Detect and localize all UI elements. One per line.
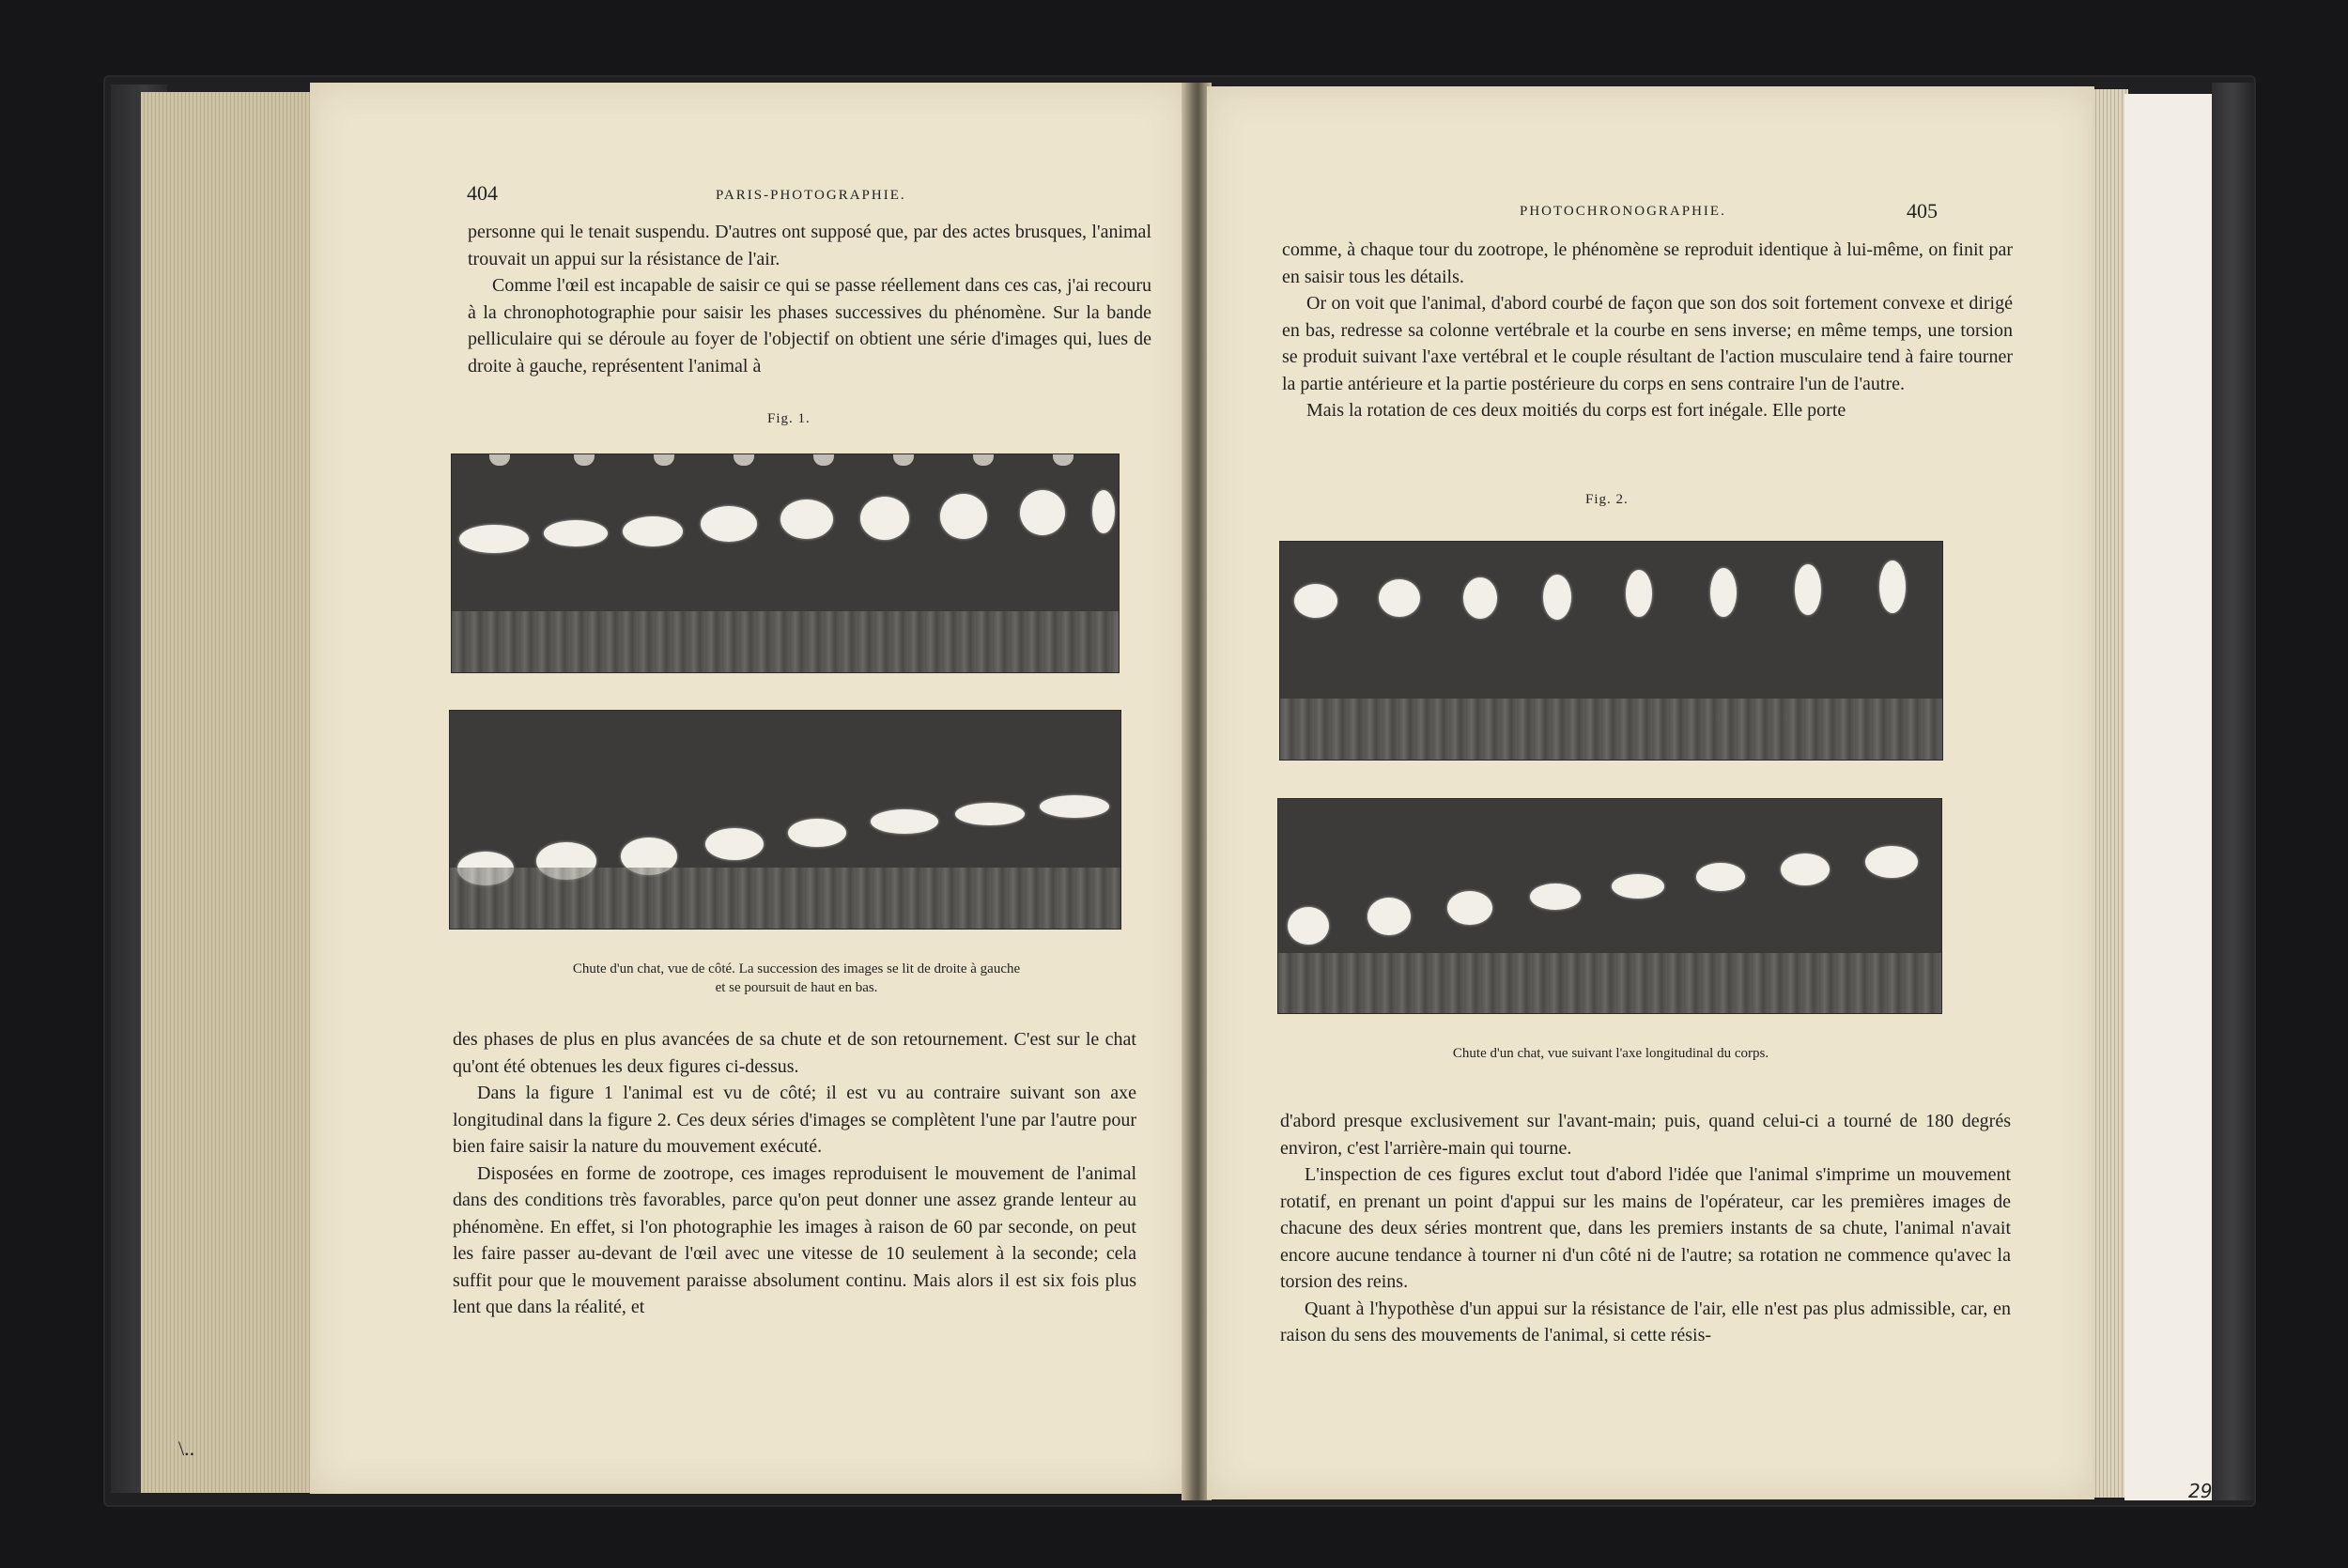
cat-frame — [1781, 853, 1830, 885]
cat-frame — [871, 809, 938, 834]
cat-frame — [940, 494, 987, 539]
hand — [734, 454, 754, 466]
cat-frame — [1040, 795, 1109, 818]
page-stack-edges — [141, 92, 310, 1493]
cat-frame — [1612, 874, 1664, 899]
cat-frame — [457, 852, 514, 885]
cat-frame — [1879, 561, 1906, 613]
photo-falling-cat-side-bottom — [449, 710, 1121, 930]
figure-caption-left — [468, 960, 1125, 997]
right-running-head: PHOTOCHRONOGRAPHIE. — [1520, 204, 1726, 219]
cat-frame — [1543, 575, 1571, 620]
caption-line: et se poursuit de haut en bas. — [715, 980, 878, 995]
cat-frame — [860, 497, 909, 540]
cat-frame — [1530, 884, 1581, 910]
hand — [1053, 454, 1074, 466]
cat-frame — [780, 500, 833, 539]
paragraph: comme, à chaque tour du zootrope, le phénomène se reproduit identique à lui-même, on finit par en saisir tous les détails. — [1282, 239, 2013, 287]
cat-frame — [1447, 891, 1492, 925]
hand — [973, 454, 994, 466]
hand — [893, 454, 914, 466]
paragraph: Comme l'œil est incapable de saisir ce qui se passe réellement dans ces cas, j'ai recouru à la chronophotographie pour saisir les phases successives du phénomène. Sur la bande pelliculaire qui se déroule au foyer de l'objectif on obtient une série d'images qui, lues de droite à gauche, représentent l'animal à — [468, 275, 1151, 377]
hand — [489, 454, 510, 466]
cat-frame — [1367, 898, 1411, 935]
cat-frame — [701, 506, 757, 542]
left-page — [310, 83, 1185, 1494]
cat-frame — [536, 842, 596, 880]
right-page-number: 405 — [1907, 199, 1938, 223]
paper-insert — [2124, 94, 2214, 1500]
hand — [813, 454, 834, 466]
hand — [574, 454, 595, 466]
cat-frame — [1626, 570, 1652, 617]
left-page-number: 404 — [467, 181, 498, 205]
paragraph: Disposées en forme de zootrope, ces images reproduisent le mouvement de l'animal dans des conditions très favorables, parce qu'on peut donner une assez grande lenteur au phénomène. En effet, si l'on photographie les images à raison de 60 par seconde, on peut les faire passer au-devant de l'œil avec une vitesse de 10 seulement à la seconde; cela suffit pour que le mouvement paraisse absolument continu. Mais alors il est six fois plus lent que dans la réalité, et — [453, 1162, 1136, 1317]
paragraph: Dans la figure 1 l'animal est vu de côté; il est vu au contraire suivant son axe longitudinal dans la figure 2. Ces deux séries d'images se complètent l'une par l'autre pour bien faire saisir la nature du mouvement exécuté. — [453, 1083, 1136, 1157]
cat-frame — [705, 828, 764, 860]
photo-falling-cat-axial-bottom — [1277, 798, 1942, 1014]
paragraph: Mais la rotation de ces deux moitiés du corps est fort inégale. Elle porte — [1306, 400, 1846, 421]
paragraph: des phases de plus en plus avancées de sa chute et de son retournement. C'est sur le chat qu'ont été obtenues les deux figures ci-dessus. — [453, 1029, 1136, 1077]
cat-frame — [1092, 490, 1115, 533]
cat-frame — [621, 838, 677, 875]
figure-caption-right: Chute d'un chat, vue suivant l'axe longitudinal du corps. — [1452, 1046, 1769, 1061]
cat-frame — [459, 525, 529, 553]
cat-frame — [1020, 490, 1065, 535]
paragraph: L'inspection de ces figures exclut tout d'abord l'idée que l'animal s'imprime un mouvement rotatif, en prenant un point d'appui sur les mains de l'opérateur, car les premières images de chacune des deux séries montrent que, dans les premiers instants de sa chute, l'animal n'avait encore aucune tendance à tourner ni d'un côté ni de l'autre; sa rotation ne commence qu'avec la torsion des reins. — [1280, 1164, 2011, 1292]
cat-frame — [1795, 564, 1821, 615]
cat-frame — [1463, 577, 1497, 619]
right-text-bottom — [1280, 1108, 2011, 1349]
cat-frame — [544, 520, 608, 546]
figure-label: Fig. 2. — [1585, 492, 1629, 507]
hand — [654, 454, 674, 466]
paragraph: Quant à l'hypothèse d'un appui sur la résistance de l'air, elle n'est pas plus admissible, car, en raison du sens des mouvements de l'animal, si cette résis- — [1280, 1298, 2011, 1345]
cat-frame — [1288, 907, 1329, 945]
left-text-bottom — [453, 1026, 1136, 1321]
paragraph: personne qui le tenait suspendu. D'autres ont supposé que, par des actes brusques, l'animal trouvait un appui sur la résistance de l'air. — [468, 222, 1151, 269]
left-running-head: PARIS-PHOTOGRAPHIE. — [716, 188, 906, 203]
paragraph: Or on voit que l'animal, d'abord courbé de façon que son dos soit fortement convexe et dirigé en bas, redresse sa colonne vertébrale et la courbe en sens inverse; en même temps, une torsion se produit suivant l'axe vertébral et le couple résultant de l'action musculaire tend à faire tourner la partie antérieure et la partie postérieure du corps en sens contraire l'un de l'autre. — [1282, 293, 2013, 394]
cat-frame — [1696, 863, 1745, 891]
cat-frame — [1865, 846, 1918, 878]
book-cover-right — [2212, 83, 2254, 1500]
photo-falling-cat-axial-top — [1279, 541, 1943, 761]
cat-frame — [1379, 579, 1420, 617]
cat-frame — [623, 516, 683, 546]
edge-mark: \.. — [178, 1437, 195, 1460]
cat-frame — [1710, 568, 1737, 617]
cat-frame — [955, 803, 1025, 825]
cat-frame — [788, 819, 846, 847]
right-page — [1207, 86, 2094, 1499]
right-text-top — [1282, 237, 2013, 424]
paragraph: d'abord presque exclusivement sur l'avant-main; puis, quand celui-ci a tourné de 180 degrés environ, c'est l'arrière-main qui tourne. — [1280, 1111, 2011, 1159]
caption-line: Chute d'un chat, vue de côté. La succession des images se lit de droite à gauche — [572, 961, 1021, 976]
insert-number: 29 — [2188, 1480, 2213, 1502]
right-page-edges — [2093, 89, 2128, 1498]
figure-label: Fig. 1. — [767, 411, 811, 426]
photo-falling-cat-side-top — [451, 453, 1120, 673]
left-text-top — [468, 219, 1151, 379]
cat-frame — [1294, 584, 1337, 618]
